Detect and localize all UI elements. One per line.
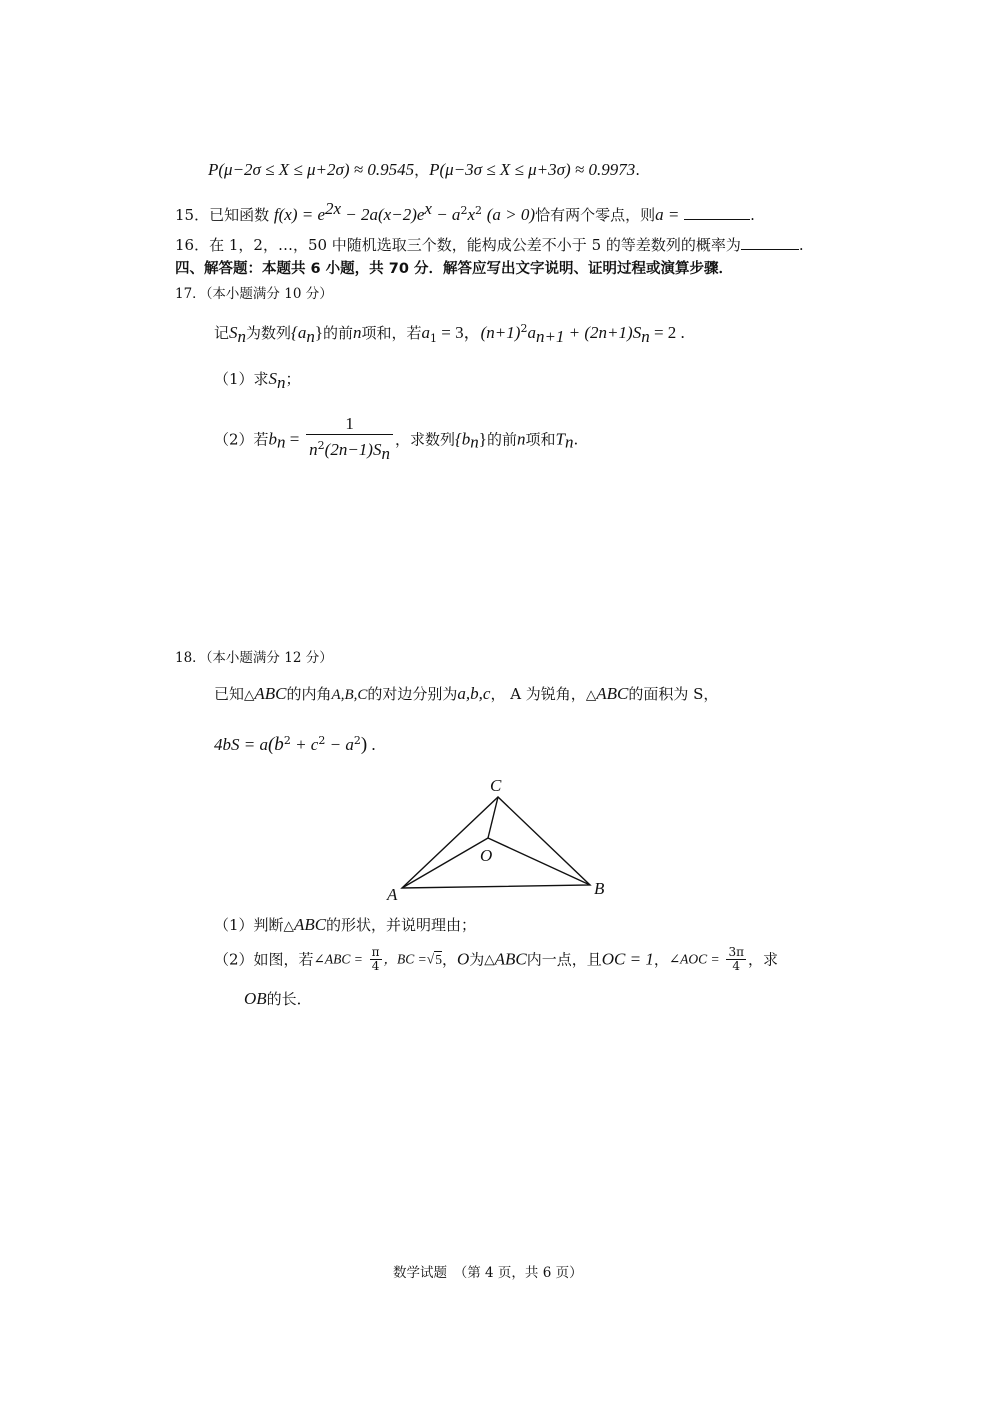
triangle-symbol: △ [484, 951, 495, 968]
fraction-bn [306, 414, 393, 465]
recurrence: (n+1) [480, 323, 521, 342]
fraction-denominator [306, 435, 393, 465]
q18-part-2 [214, 946, 778, 973]
sequence-a: {a [291, 323, 307, 342]
question-number: 18． [175, 650, 206, 666]
sqrt-sign: √ [426, 951, 435, 967]
period: . [750, 206, 755, 224]
denominator: 4 [732, 959, 741, 973]
var-a: a [421, 323, 431, 342]
exp: x [424, 199, 432, 218]
eq-part: − a [325, 735, 354, 754]
separator: ， [414, 161, 430, 179]
segment-co [488, 797, 498, 838]
oc-eq: OC = 1 [601, 949, 654, 969]
part-label: （1）判断 [214, 916, 284, 934]
q18-text: ，求 [747, 950, 778, 969]
label-c: C [490, 776, 502, 795]
answer-blank [684, 205, 750, 220]
triangle-abc: ABC [293, 915, 327, 934]
q18-text: 的对边分别为 [367, 685, 458, 703]
score-note: （本小题满分 10 分） [205, 286, 333, 302]
q17-text: 项和 [525, 430, 556, 449]
q15-avar: a = [655, 205, 680, 224]
score-note: （本小题满分 12 分） [205, 650, 333, 666]
triangle-symbol: △ [585, 687, 597, 703]
exp: 2 [520, 322, 528, 335]
subscript: n [277, 373, 286, 392]
exp: 2 [283, 734, 291, 747]
fraction-numerator: 1 [306, 414, 393, 435]
question-15 [175, 198, 755, 226]
question-16 [175, 234, 804, 256]
a1-value: = 3， [437, 323, 481, 342]
triangle-abc: ABC [254, 684, 287, 703]
triangle-symbol: △ [244, 687, 255, 703]
angle-abc: ∠ABC = [313, 951, 363, 967]
fraction-3pi-4 [726, 946, 746, 973]
q18-stem [214, 683, 718, 706]
q18-equation [214, 730, 376, 756]
numerator: π [371, 945, 380, 959]
subscript: n+1 [535, 327, 565, 346]
q18-part-2-cont [244, 988, 312, 1010]
q15-cond: (a > 0) [486, 205, 536, 224]
recurrence: = 2 . [649, 323, 685, 342]
point-o: O [456, 949, 470, 969]
brace: } [478, 429, 487, 449]
part-label: （2）若 [214, 430, 269, 449]
subscript: n [277, 432, 286, 452]
var-n: n [516, 429, 526, 449]
subscript: n [306, 327, 315, 346]
var-T: T [555, 429, 565, 449]
q17-text: ，求数列 [394, 430, 455, 449]
eq-part: (b [267, 734, 284, 755]
subscript: 1 [430, 332, 438, 345]
period: . [635, 161, 641, 179]
exp: 2 [474, 204, 482, 217]
q17-text: 记 [214, 324, 230, 342]
subscript: n [641, 327, 650, 346]
punct: ， [441, 950, 457, 969]
question-number: 15． [175, 206, 210, 224]
var-n: n [353, 323, 362, 342]
numerator: 3π [728, 945, 744, 959]
eq-part: ) [360, 734, 368, 755]
normal-dist-line [208, 159, 640, 181]
question-18-header [175, 647, 333, 669]
q15-func: f(x) = e [273, 205, 325, 224]
question-number: 17． [175, 286, 206, 302]
subscript: n [470, 432, 479, 452]
q15-text-b: 恰有两个零点，则 [535, 206, 656, 224]
var-b: b [268, 429, 278, 449]
period: . [798, 236, 804, 254]
exp: 2 [353, 734, 361, 747]
triangle-abc-outline [402, 797, 590, 888]
segment-ao [402, 838, 488, 888]
triangle-symbol: △ [283, 918, 294, 934]
recurrence: + (2n+1)S [564, 323, 642, 342]
angle-aoc: ∠AOC = [668, 951, 720, 967]
period: . [367, 735, 376, 754]
eq-lhs: 4bS = a [214, 735, 268, 754]
q18-text: 的长． [266, 990, 312, 1008]
q17-text: 项和，若 [361, 324, 422, 342]
exp: 2 [460, 204, 468, 217]
q16-text: 在 1，2，…，50 中随机选取三个数，能构成公差不小于 5 的等差数列的概率为 [209, 236, 741, 254]
punct: ， [653, 950, 669, 969]
var-S: S [229, 323, 238, 342]
triangle-abc: ABC [596, 684, 629, 703]
sqrt-5: 5 [435, 951, 442, 967]
recurrence: a [527, 323, 536, 342]
exp: 2x [325, 199, 342, 218]
q18-text: 内一点，且 [526, 950, 602, 969]
segment-bo [488, 838, 590, 885]
exp: 2 [318, 734, 326, 747]
label-o: O [480, 846, 493, 865]
angles: A,B,C [331, 687, 368, 703]
bc-eq: ，BC = [383, 951, 427, 967]
q17-part-2 [214, 414, 578, 465]
triangle-abc: ABC [494, 949, 527, 969]
sequence-b: {b [454, 429, 471, 449]
label-a: A [387, 885, 398, 904]
den-rest: (2n−1)S [324, 440, 382, 459]
question-17-header [175, 283, 333, 305]
part-label: （2）如图，若 [214, 950, 314, 969]
answer-blank [741, 235, 799, 250]
q17-text: 的前 [486, 430, 517, 449]
subscript: n [237, 327, 247, 346]
q17-part-1 [214, 368, 301, 394]
prob-2sigma: P(μ−2σ ≤ X ≤ μ+2σ) ≈ 0.9545 [208, 160, 415, 179]
equals: = [285, 429, 300, 449]
subscript: n [381, 444, 390, 463]
q18-text: ， A 为锐角， [490, 685, 586, 703]
q18-text: 已知 [214, 685, 245, 703]
q17-text: 的前 [323, 324, 354, 342]
q18-text: 为 [469, 950, 485, 969]
q18-text: 的形状，并说明理由； [326, 916, 477, 934]
q18-text: 的内角 [286, 685, 332, 703]
q15-text-a: 已知函数 [209, 206, 270, 224]
prob-3sigma: P(μ−3σ ≤ X ≤ μ+3σ) ≈ 0.9973 [429, 160, 636, 179]
page-footer: 数学试题 （第 4 页，共 6 页） [393, 1265, 583, 1281]
part-label: （1）求 [214, 370, 269, 388]
q18-text: 的面积为 S， [628, 685, 719, 703]
q15-tail: − a [431, 205, 461, 224]
q15-x: x [467, 205, 475, 224]
exp: 2 [317, 439, 325, 452]
var-S: S [268, 369, 278, 388]
punct: ； [285, 370, 301, 388]
q17-text: 为数列 [246, 324, 292, 342]
segment-ob: OB [244, 989, 267, 1008]
section-heading: 四、解答题：本题共 6 小题，共 70 分．解答应写出文字说明、证明过程或演算步骤． [175, 261, 733, 277]
question-number: 16． [175, 236, 210, 254]
eq-part: + c [290, 735, 319, 754]
q17-stem [214, 318, 685, 350]
denominator: 4 [371, 959, 380, 973]
q18-part-1 [214, 914, 476, 937]
fraction-pi-4 [370, 946, 382, 973]
period: . [573, 430, 579, 449]
den-n: n [309, 440, 318, 459]
sides: a,b,c [457, 684, 491, 703]
brace: } [314, 323, 324, 342]
label-b: B [594, 879, 605, 898]
q15-mid: − 2a(x−2)e [341, 205, 425, 224]
subscript: n [564, 432, 574, 452]
